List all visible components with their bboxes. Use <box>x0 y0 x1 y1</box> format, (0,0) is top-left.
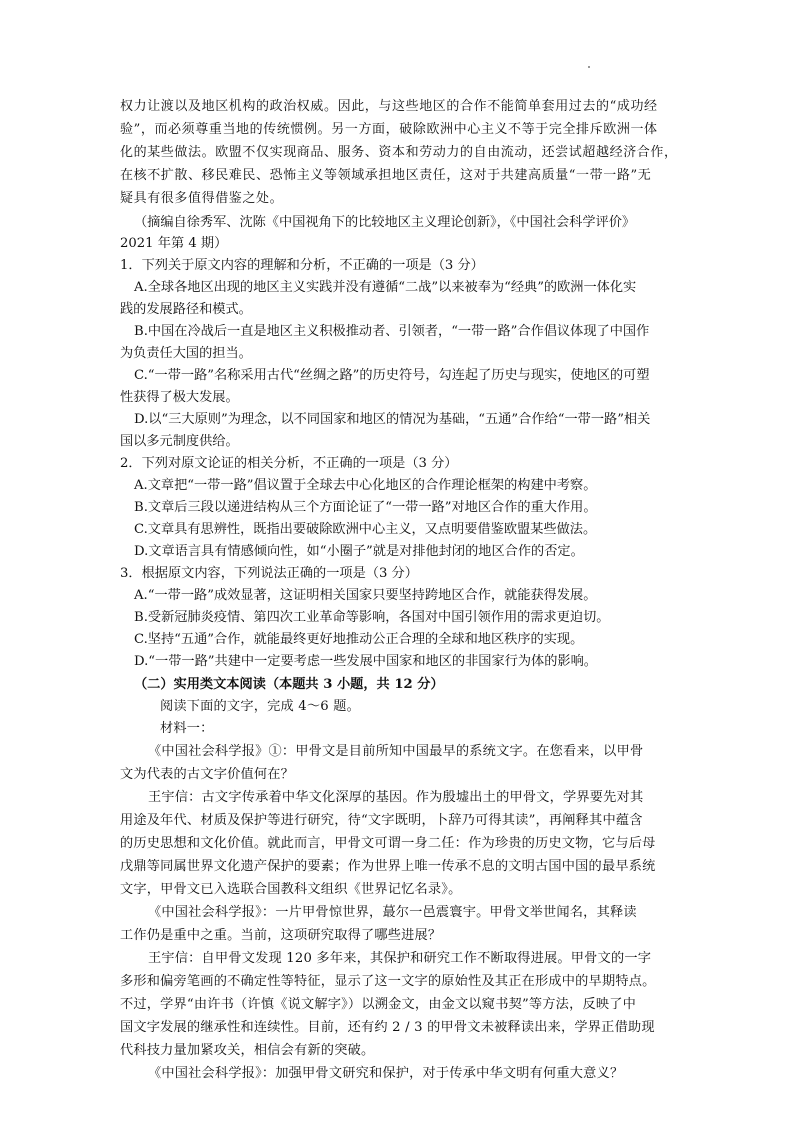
interview-line: 《中国社会科学报》：加强甲骨文研究和保护，对于传承中华文明有何重大意义？ <box>148 1066 624 1081</box>
option-c-cont: 性获得了极大发展。 <box>120 390 239 405</box>
option-d: D.“一带一路”共建中一定要考虑一些发展中国家和地区的非国家行为体的影响。 <box>134 654 597 669</box>
option-b-cont: 为负责任大国的担当。 <box>120 346 252 361</box>
source-citation-cont: 2021 年第 4 期） <box>120 236 228 251</box>
section-heading: （二）实用类文本阅读（本题共 3 小题，共 12 分） <box>134 677 444 692</box>
interview-line: 王宇信：古文字传承着中华文化深厚的基因。作为殷墟出土的甲骨文，学界要先对其 <box>148 790 644 805</box>
interview-line: 用途及年代、材质及保护等进行研究，待“文字既明，卜辞乃可得其读”，再阐释其中蕴含 <box>120 813 643 828</box>
material-label: 材料一： <box>160 721 214 736</box>
passage-line: 化的某些做法。欧盟不仅实现商品、服务、资本和劳动力的自由流动，还尝试超越经济合作， <box>120 145 678 160</box>
option-a-cont: 践的发展路径和模式。 <box>120 302 252 317</box>
question-1: 1．下列关于原文内容的理解和分析，不正确的一项是（3 分） <box>120 258 484 273</box>
interview-line: 王宇信：自甲骨文发现 120 多年来，其保护和研究工作不断取得进展。甲骨文的一字 <box>148 951 652 966</box>
option-d-cont: 国以多元制度供给。 <box>120 434 239 449</box>
option-c: C.文章具有思辨性，既指出要破除欧洲中心主义，又点明要借鉴欧盟某些做法。 <box>134 522 597 537</box>
option-b: B.受新冠肺炎疫情、第四次工业革命等影响，各国对中国引领作用的需求更迫切。 <box>134 610 610 625</box>
interview-line: 工作仍是重中之重。当前，这项研究取得了哪些进展？ <box>120 928 442 943</box>
interview-line: 代科技力量加紧攻关，相信会有新的突破。 <box>120 1043 375 1058</box>
interview-line: 国文字发展的继承性和连续性。目前，还有约 2 / 3 的甲骨文未被释读出来，学界正借助现 <box>120 1020 655 1035</box>
option-c: C.坚持“五通”合作，就能最终更好地推动公正合理的全球和地区秩序的实现。 <box>134 632 584 647</box>
option-b: B.中国在冷战后一直是地区主义积极推动者、引领者，“一带一路”合作倡议体现了中国作 <box>134 324 650 339</box>
instruction: 阅读下面的文字，完成 4～6 题。 <box>160 699 361 714</box>
source-citation: （摘编自徐秀军、沈陈《中国视角下的比较地区主义理论创新》，《中国社会科学评价》 <box>134 215 636 230</box>
option-c: C.“一带一路”名称采用古代“丝绸之路”的历史符号，勾连起了历史与现实，使地区的可塑 <box>134 368 650 383</box>
option-b: B.文章后三段以递进结构从三个方面论证了“一带一路”对地区合作的重大作用。 <box>134 500 597 515</box>
interview-line: 《中国社会科学报》：一片甲骨惊世界，蕞尔一邑震寰宇。甲骨文举世闻名，其释读 <box>148 905 637 920</box>
interview-line: 文字，甲骨文已入选联合国教科文组织《世界记忆名录》。 <box>120 882 462 897</box>
interview-line: 不过，学界“由许书（许慎《说文解字》）以溯金文，由金文以窥书契”等方法，反映了中 <box>120 997 637 1012</box>
interview-line: 《中国社会科学报》①：甲骨文是目前所知中国最早的系统文字。在您看来，以甲骨 <box>148 744 644 759</box>
option-d: D.以“三大原则”为理念，以不同国家和地区的情况为基础，“五通”合作给“一带一路”相关 <box>134 412 651 427</box>
option-a: A.全球各地区出现的地区主义实践并没有遵循“二战”以来被奉为“经典”的欧洲一体化实 <box>134 280 637 295</box>
interview-line: 戊鼎等同属世界文化遗产保护的要素；作为世界上唯一传承不息的文明古国中国的最早系统 <box>120 859 656 874</box>
interview-line: 多形和偏旁笔画的不确定性等特征，显示了这一文字的原始性及其正在形成中的早期特点。 <box>120 974 656 989</box>
option-a: A.“一带一路”成效显著，这证明相关国家只要坚持跨地区合作，就能获得发展。 <box>134 588 597 603</box>
passage-line: 权力让渡以及地区机构的政治权威。因此，与这些地区的合作不能简单套用过去的“成功经 <box>120 99 658 114</box>
question-2: 2．下列对原文论证的相关分析，不正确的一项是（3 分） <box>120 456 458 471</box>
interview-line: 的历史思想和文化价值。就此而言，甲骨文可谓一身二任：作为珍贵的历史文物，它与后母 <box>120 836 656 851</box>
passage-line: 疑具有很多值得借鉴之处。 <box>120 191 284 206</box>
interview-line: 文为代表的古文字价值何在？ <box>120 767 295 782</box>
option-a: A.文章把“一带一路”倡议置于全球去中心化地区的合作理论框架的构建中考察。 <box>134 478 597 493</box>
scan-speck <box>588 66 590 68</box>
passage-line: 在核不扩散、移民难民、恐怖主义等领域承担地区责任，这对于共建高质量“一带一路”无 <box>120 168 652 183</box>
passage-line: 验”，而必须尊重当地的传统惯例。另一方面，破除欧洲中心主义不等于完全排斥欧洲一体 <box>120 122 658 137</box>
question-3: 3．根据原文内容，下列说法正确的一项是（3 分） <box>120 566 418 581</box>
option-d: D.文章语言具有情感倾向性，如“小圈子”就是对排他封闭的地区合作的否定。 <box>134 544 584 559</box>
